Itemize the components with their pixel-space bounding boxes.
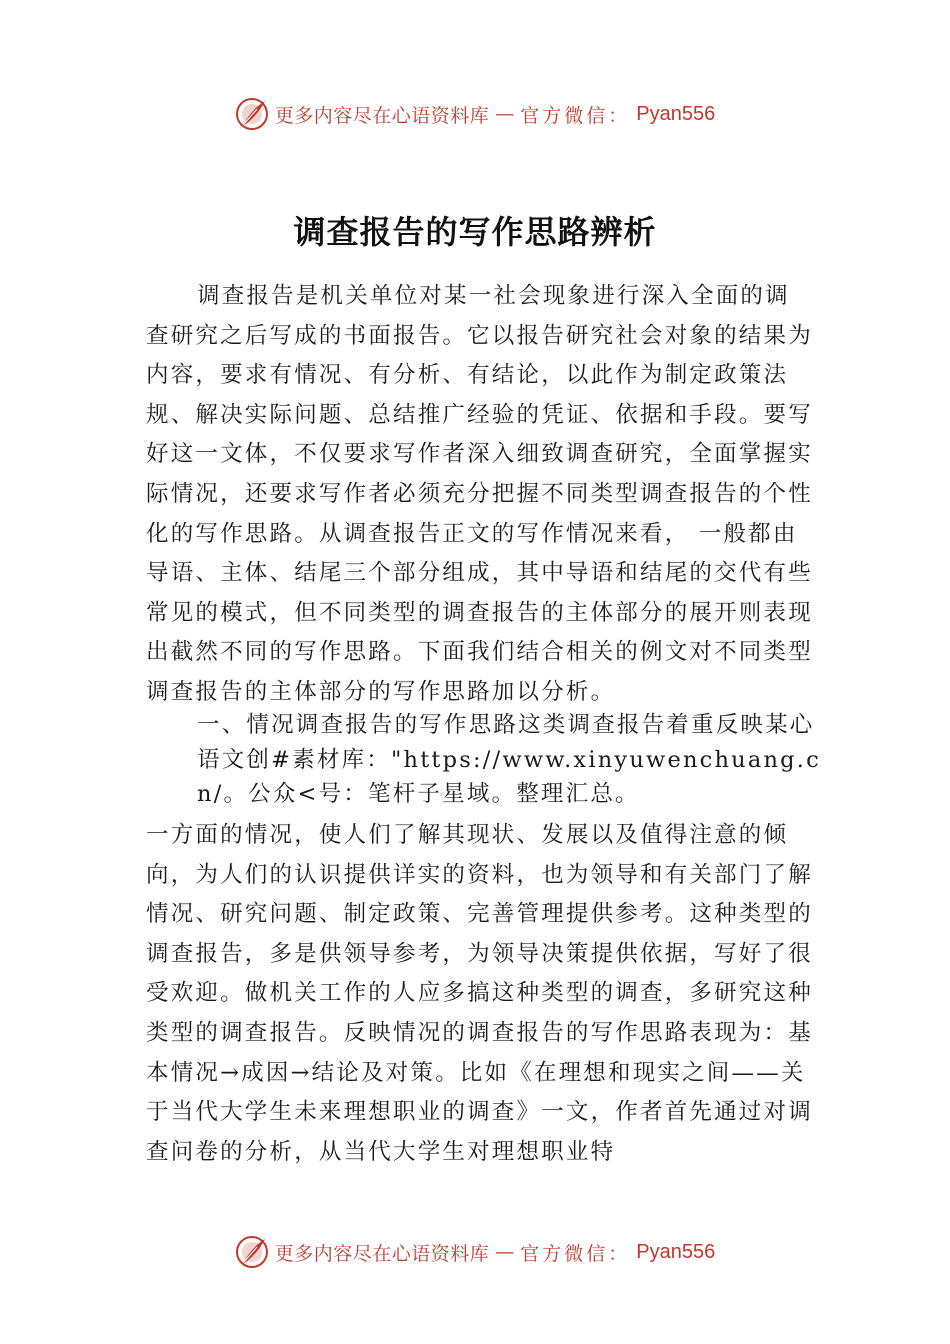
banner-brand-text: 更多内容尽在心语资料库	[274, 104, 490, 127]
paragraph-intro: 调查报告是机关单位对某一社会现象进行深入全面的调查研究之后写成的书面报告。它以报告研究社会对象的结果为内容，要求有情况、有分析、有结论，以此作为制定政策法规、解决实际问题、总结推广经验的凭证、依据和手段。要写好这一文体，不仅要求写作者深入细致调查研究，全面掌握实际情况，还要求写作者必须充分把握不同类型调查报告的个性化的写作思路。从调查报告正文的写作情况来看， 一般都由导语、主体、结尾三个部分组成，其中导语和结尾的交代有些常见的模式，但不同类型的调查报告的主体部分的展开则表现出截然不同的写作思路。下面我们结合相关的例文对不同类型调查报告的主体部分的写作思路加以分析。	[146, 283, 813, 705]
banner-separator: —	[495, 1241, 515, 1263]
header-banner	[0, 94, 950, 134]
quill-logo-icon	[235, 1235, 269, 1269]
banner-wechat-label: 官方微信：	[520, 1242, 631, 1265]
paragraph-body: 一方面的情况，使人们了解其现状、发展以及值得注意的倾向，为人们的认识提供详实的资料，也为领导和有关部门了解情况、研究问题、制定政策、完善管理提供参考。这种类型的调查报告，多是供领导参考，为领导决策提供依据，写好了很受欢迎。做机关工作的人应多搞这种类型的调查，多研究这种类型的调查报告。反映情况的调查报告的写作思路表现为：基本情况→成因→结论及对策。比如《在理想和现实之间——关于当代大学生未来理想职业的调查》一文，作者首先通过对调查问卷的分析，从当代大学生对理想职业特	[146, 822, 813, 1165]
paragraph-section-heading: 一、情况调查报告的写作思路这类调查报告着重反映某心语文创#素材库："https://www.xinyuwenchuang.cn/。公众<号：笔杆子星域。整理汇总。	[197, 712, 821, 807]
quill-logo-icon	[235, 97, 269, 131]
banner-wechat-label: 官方微信：	[520, 104, 631, 127]
footer-banner	[0, 1232, 950, 1272]
banner-wechat-id: Pyan556	[636, 1240, 716, 1263]
banner-separator: —	[495, 103, 515, 125]
banner-brand-text: 更多内容尽在心语资料库	[274, 1242, 490, 1265]
banner-wechat-id: Pyan556	[636, 102, 716, 125]
document-title: 调查报告的写作思路辨析	[293, 213, 657, 252]
